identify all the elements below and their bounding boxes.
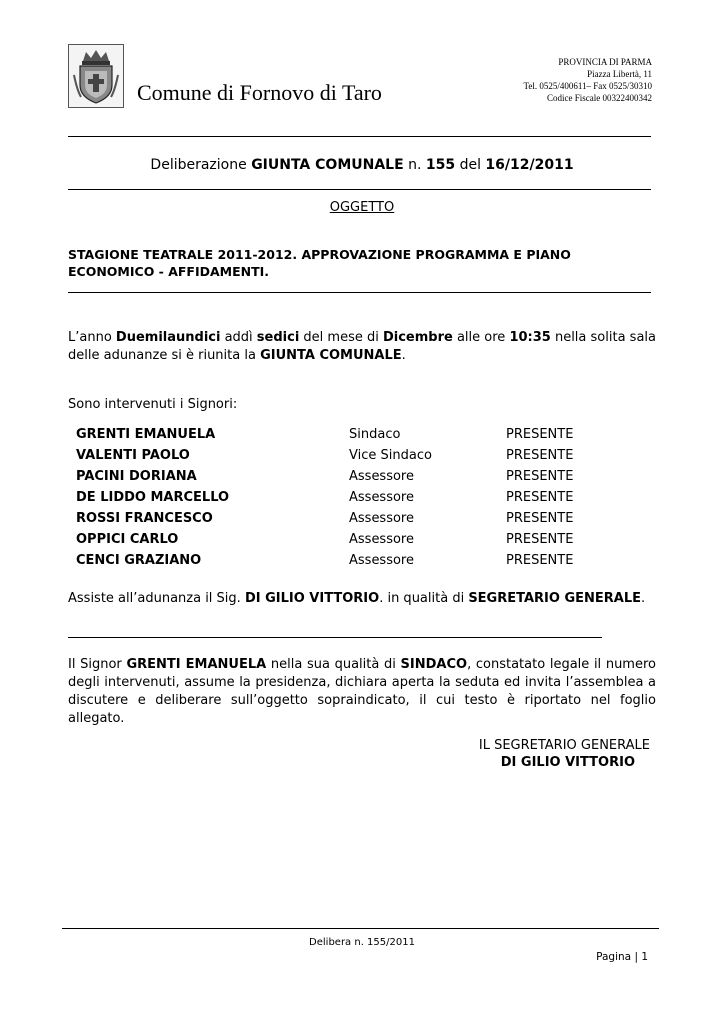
members-list — [76, 427, 656, 574]
intro-text: addì — [220, 330, 257, 345]
member-row — [76, 511, 656, 532]
assists-text: . — [641, 591, 646, 606]
secretary-name: DI GILIO VITTORIO — [244, 591, 380, 606]
member-role: Assessore — [349, 469, 414, 484]
president-role: SINDACO — [400, 657, 468, 672]
signature-title: IL SEGRETARIO GENERALE — [478, 738, 650, 753]
intro-text: alle ore — [452, 330, 510, 345]
meeting-year: Duemilaundici — [115, 330, 221, 345]
oggetto-text: STAGIONE TEATRALE 2011-2012. APPROVAZIONE PROGRAMMA E PIANO ECONOMICO - AFFIDAMENTI. — [68, 247, 571, 279]
signature-name: DI GILIO VITTORIO — [500, 755, 635, 770]
signature-block — [420, 737, 650, 771]
meeting-day: sedici — [256, 330, 300, 345]
intro-text: nella solita sala delle adunanze si è riunita la — [68, 330, 656, 363]
divider — [68, 637, 602, 638]
assists-text: Assiste all’adunanza il Sig. — [68, 591, 245, 606]
member-name: VALENTI PAOLO — [76, 448, 190, 463]
intro-text: L’anno — [68, 330, 116, 345]
divider — [68, 189, 651, 190]
member-name: GRENTI EMANUELA — [76, 427, 216, 442]
presides-paragraph — [68, 656, 656, 728]
member-row — [76, 532, 656, 553]
member-status: PRESENTE — [506, 448, 574, 463]
member-role: Sindaco — [349, 427, 401, 442]
member-role: Assessore — [349, 532, 414, 547]
intro-paragraph — [68, 329, 656, 365]
secretary-role: SEGRETARIO GENERALE — [468, 591, 642, 606]
member-status: PRESENTE — [506, 532, 574, 547]
member-role: Vice Sindaco — [349, 448, 432, 463]
deliberation-date-label: del — [459, 157, 481, 173]
member-name: ROSSI FRANCESCO — [76, 511, 213, 526]
assists-text: . in qualità di — [379, 591, 469, 606]
member-status: PRESENTE — [506, 427, 574, 442]
presides-text: nella sua qualità di — [266, 657, 401, 672]
deliberation-n-label: n. — [408, 157, 422, 173]
presides-text: Il Signor — [68, 657, 127, 672]
member-row — [76, 490, 656, 511]
member-row — [76, 469, 656, 490]
meeting-month: Dicembre — [382, 330, 453, 345]
deliberation-prefix: Deliberazione — [150, 157, 247, 173]
phone-fax: Tel. 0525/400611– Fax 0525/30310 — [523, 81, 652, 91]
member-status: PRESENTE — [506, 511, 574, 526]
deliberation-number: 155 — [425, 157, 456, 173]
member-row — [76, 553, 656, 574]
intro-text: del mese di — [299, 330, 383, 345]
member-name: PACINI DORIANA — [76, 469, 197, 484]
footer-delibera: Delibera n. 155/2011 — [309, 937, 415, 948]
member-name: DE LIDDO MARCELLO — [76, 490, 230, 505]
deliberation-date: 16/12/2011 — [485, 157, 574, 173]
deliberation-title — [0, 157, 724, 173]
meeting-body: GIUNTA COMUNALE — [260, 348, 402, 363]
meeting-time: 10:35 — [509, 330, 551, 345]
footer-divider — [62, 928, 659, 929]
president-name: GRENTI EMANUELA — [126, 657, 267, 672]
fiscal-code: Codice Fiscale 00322400342 — [547, 93, 652, 103]
member-status: PRESENTE — [506, 553, 574, 568]
member-status: PRESENTE — [506, 469, 574, 484]
member-row — [76, 427, 656, 448]
divider — [68, 136, 651, 137]
member-name: OPPICI CARLO — [76, 532, 179, 547]
member-role: Assessore — [349, 511, 414, 526]
member-role: Assessore — [349, 553, 414, 568]
page-number: Pagina | 1 — [596, 951, 648, 963]
assists-paragraph — [68, 590, 656, 608]
oggetto-label: OGGETTO — [329, 200, 395, 215]
attendance-label: Sono intervenuti i Signori: — [68, 397, 238, 412]
member-name: CENCI GRAZIANO — [76, 553, 202, 568]
member-status: PRESENTE — [506, 490, 574, 505]
address: Piazza Libertà, 11 — [587, 69, 652, 79]
divider — [68, 292, 651, 293]
comune-name: Comune di Fornovo di Taro — [137, 80, 382, 105]
member-role: Assessore — [349, 490, 414, 505]
province: PROVINCIA DI PARMA — [558, 57, 652, 67]
intro-text: . — [401, 348, 406, 363]
presides-text: , constatato legale il numero degli intervenuti, assume la presidenza, dichiara aperta la seduta ed invita l’assemblea a discutere e deliberare sull’oggetto sopraindicato, il cui testo è riportato nel foglio allegato. — [68, 657, 656, 726]
member-row — [76, 448, 656, 469]
deliberation-body: GIUNTA COMUNALE — [251, 157, 404, 173]
contact-block — [523, 56, 652, 104]
municipal-crest-icon — [68, 44, 124, 108]
